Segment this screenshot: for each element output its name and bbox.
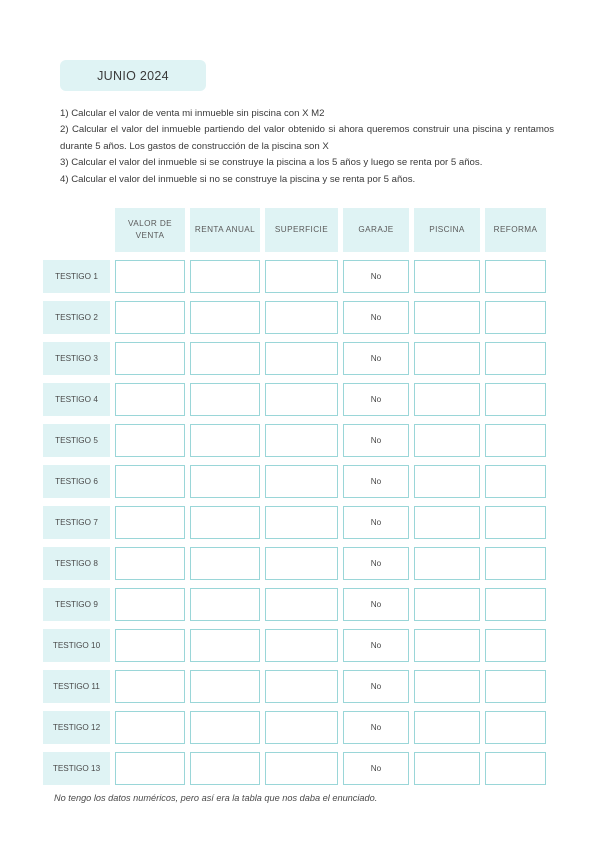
- garaje-cell: No: [343, 752, 409, 785]
- table-row: [43, 752, 546, 785]
- renta-anual-cell: [190, 506, 260, 539]
- renta-anual-cell: [190, 465, 260, 498]
- footnote: No tengo los datos numéricos, pero así era la tabla que nos daba el enunciado.: [54, 793, 378, 803]
- reforma-cell: [485, 547, 546, 580]
- valor-de-venta-cell: [115, 342, 185, 375]
- superficie-cell: [265, 629, 338, 662]
- reforma-cell: [485, 506, 546, 539]
- piscina-cell: [414, 342, 480, 375]
- instruction-item: 3) Calcular el valor del inmueble si se construye la piscina a los 5 años y luego se renta por 5 años.: [60, 157, 483, 169]
- valor-de-venta-cell: [115, 711, 185, 744]
- instruction-item: 2) Calcular el valor del inmueble partiendo del valor obtenido si ahora queremos construir una piscina y rentamos durante 5 años. Los gastos de construcción de la piscina son X: [60, 124, 554, 152]
- valor-de-venta-cell: [115, 383, 185, 416]
- table-row: [43, 547, 546, 580]
- table-row: [43, 588, 546, 621]
- garaje-cell: No: [343, 588, 409, 621]
- table-row: [43, 670, 546, 703]
- superficie-cell: [265, 301, 338, 334]
- renta-anual-cell: [190, 260, 260, 293]
- garaje-cell: No: [343, 342, 409, 375]
- row-label: TESTIGO 1: [43, 260, 110, 293]
- garaje-cell: No: [343, 670, 409, 703]
- table-corner: [43, 208, 110, 252]
- column-header-valor-de-venta: VALOR DE VENTA: [115, 208, 185, 252]
- reforma-cell: [485, 383, 546, 416]
- instruction-item: 1) Calcular el valor de venta mi inmueble sin piscina con X M2: [60, 108, 325, 119]
- table-row: [43, 465, 546, 498]
- garaje-cell: No: [343, 629, 409, 662]
- table-row: [43, 301, 546, 334]
- garaje-cell: No: [343, 260, 409, 293]
- row-label: TESTIGO 3: [43, 342, 110, 375]
- renta-anual-cell: [190, 752, 260, 785]
- piscina-cell: [414, 383, 480, 416]
- superficie-cell: [265, 670, 338, 703]
- renta-anual-cell: [190, 588, 260, 621]
- table-body: [43, 260, 546, 785]
- renta-anual-cell: [190, 629, 260, 662]
- table-row: [43, 711, 546, 744]
- reforma-cell: [485, 301, 546, 334]
- superficie-cell: [265, 588, 338, 621]
- page-title: JUNIO 2024: [60, 60, 206, 91]
- superficie-cell: [265, 342, 338, 375]
- superficie-cell: [265, 465, 338, 498]
- garaje-cell: No: [343, 465, 409, 498]
- piscina-cell: [414, 424, 480, 457]
- valor-de-venta-cell: [115, 629, 185, 662]
- valor-de-venta-cell: [115, 547, 185, 580]
- valor-de-venta-cell: [115, 670, 185, 703]
- valor-de-venta-cell: [115, 424, 185, 457]
- reforma-cell: [485, 588, 546, 621]
- row-label: TESTIGO 10: [43, 629, 110, 662]
- renta-anual-cell: [190, 547, 260, 580]
- column-header-garaje: GARAJE: [343, 208, 409, 252]
- superficie-cell: [265, 260, 338, 293]
- table-row: [43, 424, 546, 457]
- garaje-cell: No: [343, 383, 409, 416]
- superficie-cell: [265, 424, 338, 457]
- table-row: [43, 260, 546, 293]
- reforma-cell: [485, 424, 546, 457]
- row-label: TESTIGO 13: [43, 752, 110, 785]
- renta-anual-cell: [190, 670, 260, 703]
- row-label: TESTIGO 4: [43, 383, 110, 416]
- superficie-cell: [265, 547, 338, 580]
- garaje-cell: No: [343, 506, 409, 539]
- row-label: TESTIGO 11: [43, 670, 110, 703]
- row-label: TESTIGO 5: [43, 424, 110, 457]
- piscina-cell: [414, 711, 480, 744]
- piscina-cell: [414, 465, 480, 498]
- table-row: [43, 506, 546, 539]
- garaje-cell: No: [343, 547, 409, 580]
- valor-de-venta-cell: [115, 260, 185, 293]
- reforma-cell: [485, 629, 546, 662]
- column-header-piscina: PISCINA: [414, 208, 480, 252]
- table-row: [43, 629, 546, 662]
- superficie-cell: [265, 711, 338, 744]
- valor-de-venta-cell: [115, 506, 185, 539]
- column-header-reforma: REFORMA: [485, 208, 546, 252]
- instructions-list: [60, 106, 554, 188]
- valor-de-venta-cell: [115, 465, 185, 498]
- valor-de-venta-cell: [115, 588, 185, 621]
- row-label: TESTIGO 7: [43, 506, 110, 539]
- renta-anual-cell: [190, 383, 260, 416]
- garaje-cell: No: [343, 711, 409, 744]
- piscina-cell: [414, 260, 480, 293]
- piscina-cell: [414, 752, 480, 785]
- piscina-cell: [414, 506, 480, 539]
- row-label: TESTIGO 6: [43, 465, 110, 498]
- row-label: TESTIGO 12: [43, 711, 110, 744]
- valor-de-venta-cell: [115, 301, 185, 334]
- superficie-cell: [265, 383, 338, 416]
- row-label: TESTIGO 8: [43, 547, 110, 580]
- valor-de-venta-cell: [115, 752, 185, 785]
- reforma-cell: [485, 260, 546, 293]
- renta-anual-cell: [190, 711, 260, 744]
- table-header-row: [43, 208, 546, 252]
- reforma-cell: [485, 752, 546, 785]
- column-header-superficie: SUPERFICIE: [265, 208, 338, 252]
- reforma-cell: [485, 465, 546, 498]
- piscina-cell: [414, 670, 480, 703]
- table-row: [43, 383, 546, 416]
- piscina-cell: [414, 301, 480, 334]
- reforma-cell: [485, 670, 546, 703]
- instruction-item: 4) Calcular el valor del inmueble si no se construye la piscina y se renta por 5 años.: [60, 173, 416, 185]
- row-label: TESTIGO 9: [43, 588, 110, 621]
- piscina-cell: [414, 629, 480, 662]
- piscina-cell: [414, 588, 480, 621]
- renta-anual-cell: [190, 424, 260, 457]
- piscina-cell: [414, 547, 480, 580]
- garaje-cell: No: [343, 301, 409, 334]
- superficie-cell: [265, 506, 338, 539]
- reforma-cell: [485, 342, 546, 375]
- superficie-cell: [265, 752, 338, 785]
- table-row: [43, 342, 546, 375]
- reforma-cell: [485, 711, 546, 744]
- row-label: TESTIGO 2: [43, 301, 110, 334]
- renta-anual-cell: [190, 301, 260, 334]
- renta-anual-cell: [190, 342, 260, 375]
- garaje-cell: No: [343, 424, 409, 457]
- testigos-table: [38, 200, 551, 793]
- column-header-renta-anual: RENTA ANUAL: [190, 208, 260, 252]
